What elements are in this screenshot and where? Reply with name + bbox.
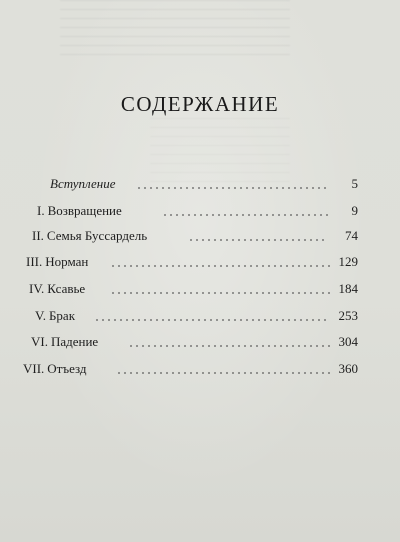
- toc-entry: [0, 334, 400, 354]
- toc-entry: [0, 361, 400, 381]
- toc-entry-page: 5: [351, 176, 358, 191]
- toc-entry-numeral: V.: [35, 308, 46, 323]
- toc-entry: [0, 254, 400, 274]
- page-title: СОДЕРЖАНИЕ: [120, 92, 280, 116]
- toc-entry-page: 253: [338, 308, 358, 323]
- toc-entry-label: [23, 361, 87, 377]
- leader-dots: [128, 345, 330, 347]
- toc-entry-label: [37, 203, 122, 219]
- toc-entry-title: Возвращение: [47, 203, 122, 218]
- toc-entry: [0, 203, 400, 223]
- toc-entry-numeral: III.: [26, 254, 43, 269]
- toc-entry-numeral: VI.: [31, 334, 48, 349]
- leader-dots: [136, 187, 330, 189]
- leader-dots: [116, 372, 330, 374]
- toc-entry-label: [50, 176, 116, 192]
- toc-entry-numeral: I.: [37, 203, 45, 218]
- toc-entry: [0, 176, 400, 196]
- toc-entry-label: [29, 281, 85, 297]
- toc-entry-numeral: II.: [32, 228, 44, 243]
- toc-entry-title: Падение: [50, 334, 99, 349]
- toc-entry: [0, 308, 400, 328]
- toc-entry-page: 9: [351, 203, 358, 218]
- toc-entry-title: Брак: [48, 308, 76, 323]
- toc-entry-numeral: VII.: [23, 361, 45, 376]
- leader-dots: [162, 214, 328, 216]
- leader-dots: [94, 319, 330, 321]
- toc-entry-title: Семья Буссардель: [46, 228, 148, 243]
- toc-entry-label: [35, 308, 75, 324]
- leader-dots: [110, 292, 330, 294]
- leader-dots: [110, 265, 330, 267]
- toc-entry-title: Вступление: [50, 176, 116, 191]
- toc-entry-page: 74: [345, 228, 358, 243]
- toc-entry-page: 304: [338, 334, 358, 349]
- toc-entry-page: 360: [338, 361, 358, 376]
- toc-entry-page: 129: [338, 254, 358, 269]
- toc-entry: [0, 281, 400, 301]
- toc-entry-label: [31, 334, 98, 350]
- toc-entry-title: Ксавье: [47, 281, 86, 296]
- show-through-text: [60, 0, 290, 55]
- toc-entry-numeral: IV.: [29, 281, 45, 296]
- toc-entry-page: 184: [338, 281, 358, 296]
- leader-dots: [188, 239, 328, 241]
- toc-entry-title: Отъезд: [47, 361, 87, 376]
- toc-entry-label: [32, 228, 147, 244]
- toc-entry-title: Норман: [45, 254, 89, 269]
- toc-entry: [0, 228, 400, 248]
- toc-entry-label: [26, 254, 88, 270]
